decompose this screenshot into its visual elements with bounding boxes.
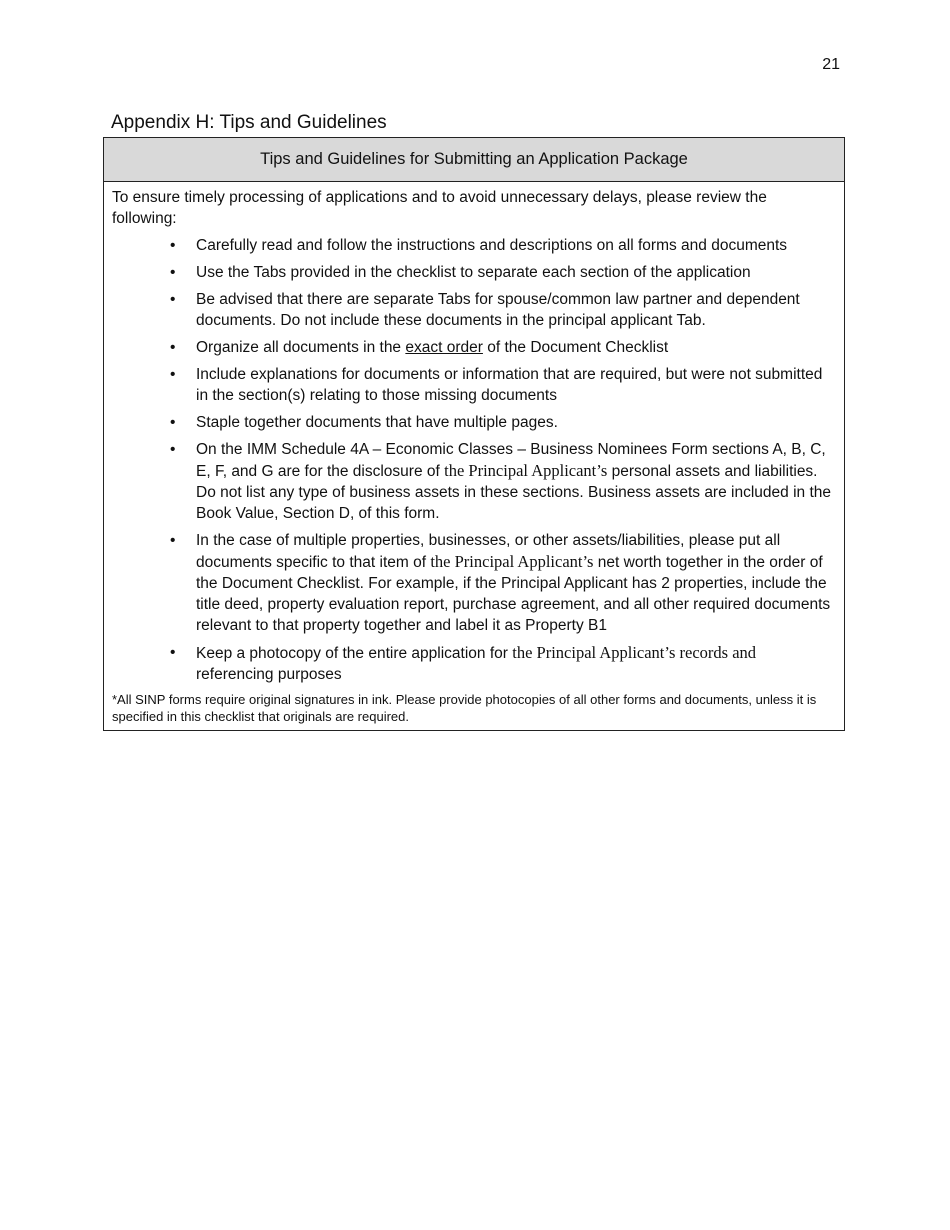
list-item — [196, 439, 834, 524]
list-item-text: of the Document Checklist — [482, 339, 669, 356]
list-item — [196, 262, 834, 283]
list-item-text: Include explanations for documents or information that are required, but were not submitted in the section(s) relating to those missing documents — [196, 366, 823, 404]
list-item — [196, 337, 834, 358]
list-item-text: Keep a photocopy of the entire application for — [196, 645, 513, 662]
list-item — [196, 289, 834, 331]
tips-list — [112, 235, 834, 685]
list-item-text: the Principal Applicant’s — [430, 552, 594, 571]
list-item-text: personal assets and liabilities. Do not list any type of business assets in these sections. Business assets are included in the Book Value, Section D, of this form. — [196, 463, 831, 522]
list-item-text: net worth together in the order of the Document Checklist. For example, if the Principal Applicant has 2 properties, include the title deed, property evaluation report, purchase agreement, and all other required documents relevant to that property together and label it as Property B1 — [196, 554, 831, 634]
list-item-text: Be advised that there are separate Tabs for spouse/common law partner and dependent documents. Do not include these documents in the principal applicant Tab. — [196, 291, 800, 329]
appendix-title: Appendix H: Tips and Guidelines — [111, 112, 387, 133]
tips-box-body — [104, 182, 844, 730]
list-item-text: Organize all documents in the — [196, 339, 406, 356]
list-item-text: Staple together documents that have multiple pages. — [196, 414, 558, 431]
footnote: *All SINP forms require original signatures in ink. Please provide photocopies of all other forms and documents, unless it is specified in this checklist that originals are required. — [112, 692, 817, 724]
exact-order-emphasis: exact order — [405, 339, 483, 356]
list-item — [196, 642, 834, 685]
list-item-text: the Principal Applicant’s — [444, 461, 608, 480]
list-item-text: On the IMM Schedule 4A – Economic Classes – Business Nominees Form sections A, B, C, E, F, and G are for the disclosure of — [196, 441, 826, 480]
list-item — [196, 235, 834, 256]
list-item — [196, 412, 834, 433]
intro-text: To ensure timely processing of applications and to avoid unnecessary delays, please review the following: — [112, 189, 767, 227]
tips-box — [103, 137, 845, 731]
list-item-text: Use the Tabs provided in the checklist to separate each section of the application — [196, 264, 751, 281]
list-item — [196, 364, 834, 406]
list-item-text: referencing purposes — [196, 666, 342, 683]
list-item-text: Carefully read and follow the instructions and descriptions on all forms and documents — [196, 237, 788, 254]
list-item — [196, 530, 834, 636]
tips-box-header: Tips and Guidelines for Submitting an Application Package — [104, 138, 844, 182]
list-item-text: In the case of multiple properties, businesses, or other assets/liabilities, please put all documents specific to that item of — [196, 532, 781, 571]
list-item-text: the Principal Applicant’s records and — [512, 643, 757, 662]
page-number: 21 — [822, 56, 840, 73]
